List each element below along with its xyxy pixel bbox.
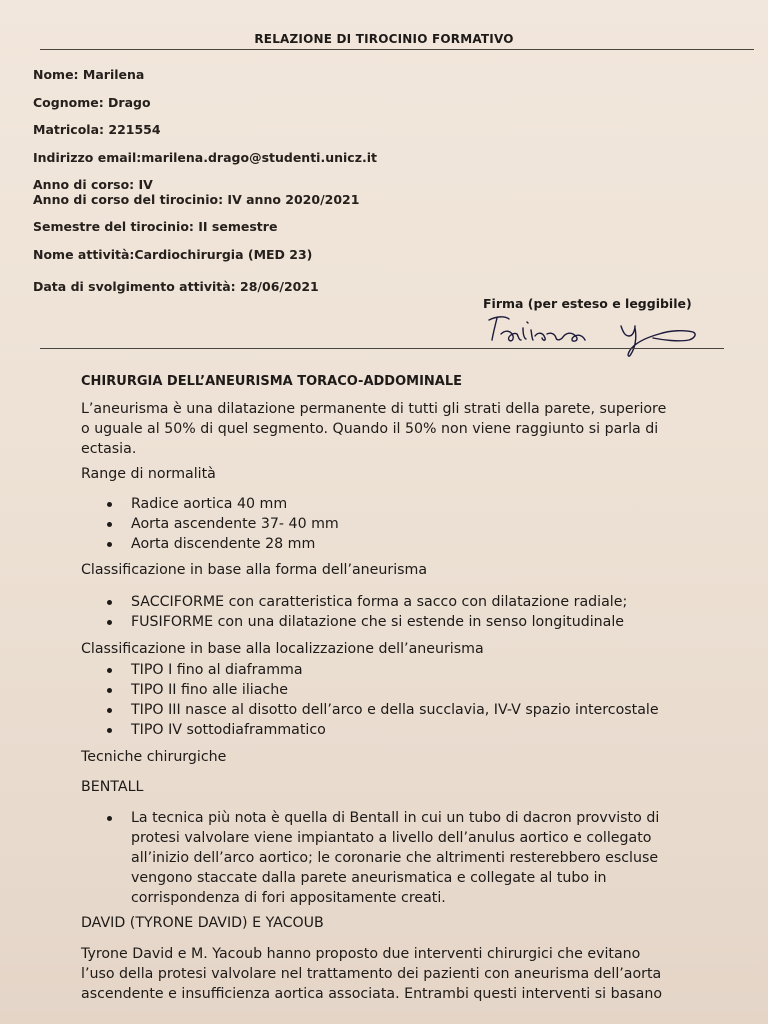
list-item: TIPO I fino al diaframma [81,660,659,680]
bullet-icon [107,542,112,547]
bullet-icon [107,728,112,733]
list-item: FUSIFORME con una dilatazione che si estende in senso longitudinale [81,612,627,632]
forma-heading: Classificazione in base alla forma dell’aneurisma [81,562,428,578]
david-heading: DAVID (TYRONE DAVID) E YACOUB [81,915,324,931]
signature-label: Firma (per esteso e leggibile) [483,296,692,311]
bullet-icon [107,816,112,821]
field-semestre: Semestre del tirocinio: II semestre [33,219,278,234]
bullet-icon [107,600,112,605]
field-attivita: Nome attività:Cardiochirurgia (MED 23) [33,247,313,262]
bullet-icon [107,668,112,673]
loc-list [81,660,659,740]
forma-list [81,592,627,632]
header-divider [40,348,724,349]
bullet-icon [107,688,112,693]
intro-line: ectasia. [81,441,137,457]
paragraph-line: corrispondenza di fori appositamente creati. [131,890,446,906]
list-item: Aorta ascendente 37- 40 mm [81,514,339,534]
paragraph-line: all’inizio dell’arco aortico; le coronarie che altrimenti resterebbero escluse [131,850,659,866]
paragraph-line: l’uso della protesi valvolare nel trattamento dei pazienti con aneurisma dell’aorta [81,966,662,982]
intro-line: L’aneurisma è una dilatazione permanente di tutti gli strati della parete, superiore [81,401,667,417]
intro-paragraph [81,399,721,459]
list-item: Aorta discendente 28 mm [81,534,339,554]
paragraph-line: ascendente e insufficienza aortica associata. Entrambi questi interventi si basano [81,986,663,1002]
document-title: RELAZIONE DI TIROCINIO FORMATIVO [254,32,514,46]
list-item: TIPO IV sottodiaframmatico [81,720,659,740]
field-email: Indirizzo email:marilena.drago@studenti.unicz.it [33,150,377,165]
range-list [81,494,339,554]
range-heading: Range di normalità [81,466,216,482]
intro-line: o uguale al 50% di quel segmento. Quando il 50% non viene raggiunto si parla di [81,421,659,437]
field-anno-corso-tirocinio: Anno di corso del tirocinio: IV anno 2020/2021 [33,192,360,207]
field-matricola: Matricola: 221554 [33,122,161,137]
loc-heading: Classificazione in base alla localizzazione dell’aneurisma [81,641,484,657]
david-paragraph [81,944,741,1004]
bullet-icon [107,522,112,527]
title-divider [40,49,754,50]
field-anno-corso: Anno di corso: IV [33,177,153,192]
bullet-icon [107,502,112,507]
handwritten-signature [483,310,703,362]
paragraph-line: vengono staccate dalla parete aneurismatica e collegate al tubo in [131,870,607,886]
field-cognome: Cognome: Drago [33,95,151,110]
paragraph-line: protesi valvolare viene impiantato a livello dell’anulus aortico e collegato [131,830,652,846]
bullet-icon [107,708,112,713]
list-item: TIPO III nasce al disotto dell’arco e della succlavia, IV-V spazio intercostale [81,700,659,720]
section-title: CHIRURGIA DELL’ANEURISMA TORACO-ADDOMINALE [81,374,463,389]
list-item: TIPO II fino alle iliache [81,680,659,700]
paragraph-line: Tyrone David e M. Yacoub hanno proposto due interventi chirurgici che evitano [81,946,641,962]
list-item: SACCIFORME con caratteristica forma a sacco con dilatazione radiale; [81,592,627,612]
field-nome: Nome: Marilena [33,67,145,82]
bentall-heading: BENTALL [81,779,144,795]
paragraph-line: La tecnica più nota è quella di Bentall in cui un tubo di dacron provvisto di [131,810,660,826]
bentall-paragraph [81,808,741,908]
field-data: Data di svolgimento attività: 28/06/2021 [33,279,319,294]
tecniche-heading: Tecniche chirurgiche [81,749,227,765]
list-item: Radice aortica 40 mm [81,494,339,514]
bullet-icon [107,620,112,625]
